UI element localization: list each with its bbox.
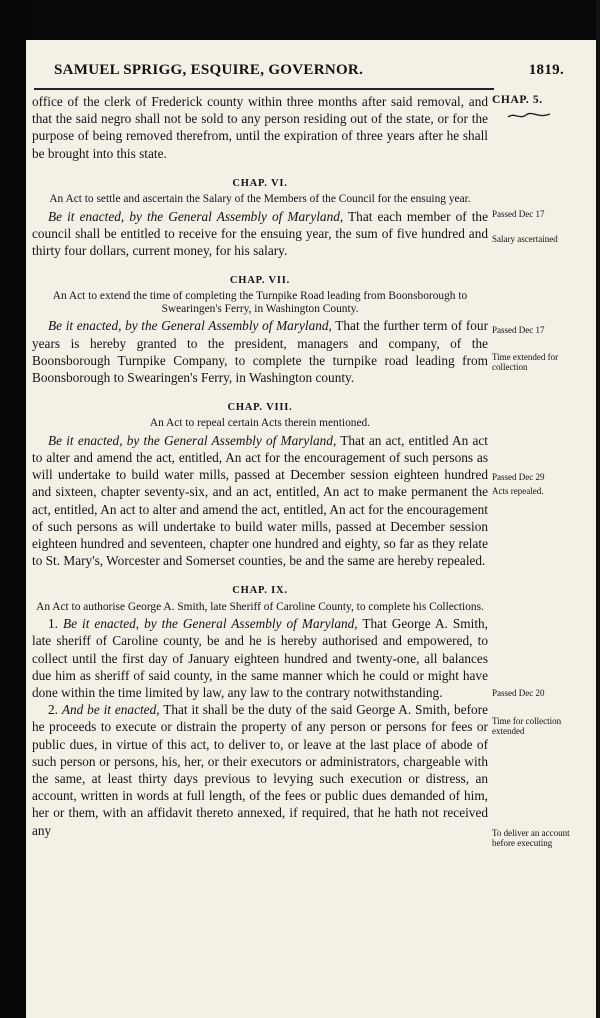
section-1-text	[32, 615, 488, 701]
section-body: That George A. Smith, late sheriff of Caroline county, be and he is hereby authorised and empowered, to collect until the first day of January eighteen hundred and twenty-one, all balances due him as sheriff of said county, in the same manner which he could or might have done within the time limited by law, any law to the contrary notwithstanding.	[32, 616, 488, 700]
margin-passed-date: Passed Dec 17	[492, 325, 545, 335]
chapter-6	[32, 175, 488, 259]
margin-note: Time for collection extended	[492, 716, 562, 736]
chapter-body: That an act, entitled An act to alter and amend the act, entitled, An act for the encouragement of such persons as will undertake to build water mills, passed at December session eighteen hundred and sixteen, chapter seventy-six, and an act, entitled, An act to make permanent the act, entitled, An act to alter and amend the act, entitled, An act for the encouragement of such persons as will undertake to build water mills, passed at December session eighteen hundred and seventeen, chapter one hundred and eighty, so far as they relate to St. Mary's, Worcester and Somerset counties, be and the same are hereby repealed.	[32, 432, 488, 569]
chapter-body: That each member of the council shall be entitled to receive for the ensuing year, the sum of five hundred and thirty four dollars, current money, for his salary.	[32, 208, 488, 258]
header-rule	[34, 88, 494, 90]
header-year: 1819.	[528, 62, 564, 78]
chapter-title: An Act to authorise George A. Smith, late Sheriff of Caroline County, to complete his Collections.	[36, 600, 484, 613]
intro-paragraph: office of the clerk of Frederick county within three months after said removal, and that the said negro shall not be sold to any person residing out of the state, or for the purpose of being removed therefrom, until the expiration of three years after he shall be brought into this state.	[32, 94, 488, 161]
scan-top-border	[0, 0, 600, 40]
section-2-text	[32, 701, 488, 839]
section-number: 1.	[48, 616, 58, 632]
chapter-9	[32, 582, 488, 838]
chapter-heading: CHAP. VIII.	[227, 402, 293, 414]
margin-note: To deliver an account before executing	[492, 828, 570, 848]
chapter-title: An Act to repeal certain Acts therein mentioned.	[149, 417, 371, 430]
section-body: That it shall be the duty of the said George A. Smith, before he proceeds to execute or distrain the property of any person or persons for fees or public dues, in virtue of this act, to deliver to, or leave at the last place of abode of such person or persons, his, her, or their executors or administrators, chargeable with the same, at least thirty days previous to levying such execution or distress, an account, written in words at full length, of the fees or public dues demanded of him, her or them, with an affidavit thereto annexed, if required, that he hath not received any	[32, 702, 488, 838]
enacting-clause: And be it enacted,	[61, 702, 160, 718]
running-header	[54, 62, 564, 79]
chapter-title: An Act to settle and ascertain the Salary of the Members of the Council for the ensuing year.	[49, 193, 471, 206]
enacting-clause: Be it enacted, by the General Assembly of Maryland,	[63, 616, 358, 632]
margin-passed-date: Passed Dec 20	[492, 688, 545, 698]
scan-right-border	[596, 0, 600, 1018]
enacting-clause: Be it enacted, by the General Assembly of Maryland,	[48, 208, 344, 224]
margin-passed-date: Passed Dec 29	[492, 472, 545, 482]
chapter-text	[32, 317, 488, 386]
margin-note: Salary ascertained	[492, 234, 558, 244]
chapter-8	[32, 399, 488, 569]
document-body	[32, 93, 488, 839]
chapter-text	[32, 208, 488, 260]
chapter-heading: CHAP. IX.	[232, 585, 288, 597]
scan-left-border	[0, 0, 26, 1018]
flourish-ornament	[506, 110, 552, 125]
margin-chapter-number: CHAP. 5.	[492, 94, 543, 106]
section-number: 2.	[48, 702, 58, 718]
margin-note: Time extended for collection	[492, 352, 559, 372]
enacting-clause: Be it enacted, by the General Assembly of Maryland,	[48, 318, 332, 334]
margin-note: Acts repealed.	[492, 486, 544, 496]
margin-passed-date: Passed Dec 17	[492, 209, 545, 219]
chapter-heading: CHAP. VII.	[229, 275, 291, 287]
chapter-body: That the further term of four years is hereby granted to the president, managers and company, of the Boonsborough Turnpike Company, to complete the turnpike road leading from Boonsborough to Swearingen's Ferry, in Washington county.	[32, 318, 488, 385]
chapter-text	[32, 432, 488, 570]
header-title: SAMUEL SPRIGG, ESQUIRE, GOVERNOR.	[54, 62, 364, 78]
chapter-title: An Act to extend the time of completing the Turnpike Road leading from Boonsborough to Swearingen's Ferry, in Washington County.	[52, 290, 468, 315]
chapter-7	[32, 272, 488, 386]
enacting-clause: Be it enacted, by the General Assembly of Maryland,	[48, 432, 337, 448]
chapter-heading: CHAP. VI.	[232, 177, 288, 189]
